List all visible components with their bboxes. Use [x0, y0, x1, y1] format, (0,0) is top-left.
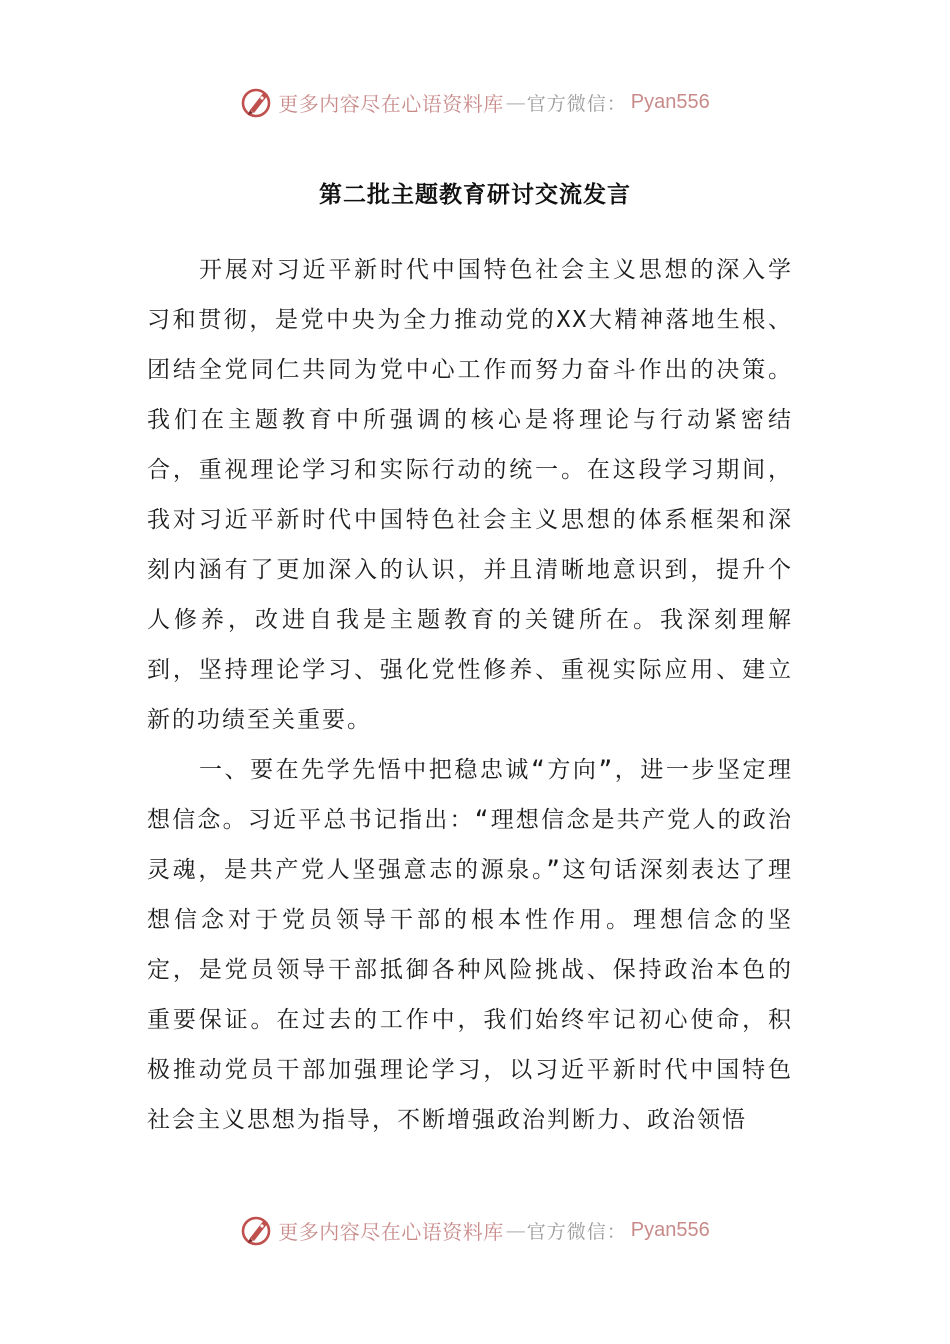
document-title: 第二批主题教育研讨交流发言 — [319, 182, 631, 208]
watermark-dash: — — [505, 90, 523, 114]
pen-nib-circle-icon — [240, 84, 276, 120]
paragraph-intro: 开展对习近平新时代中国特色社会主义思想的深入学习和贯彻，是党中央为全力推动党的XX大精神落地生根、团结全党同仁共同为党中心工作而努力奋斗作出的决策。我们在主题教育中所强调的核心是将理论与行动紧密结合，重视理论学习和实际行动的统一。在这段学习期间，我对习近平新时代中国特色社会主义思想的体系框架和深刻内涵有了更加深入的认识，并且清晰地意识到，提升个人修养，改进自我是主题教育的关键所在。我深刻理解到，坚持理论学习、强化党性修养、重视实际应用、建立新的功绩至关重要。 — [147, 257, 793, 733]
watermark-wechat-label: 官方微信： — [526, 1220, 627, 1243]
watermark-dash: — — [505, 1218, 523, 1242]
watermark-banner-bottom — [0, 1208, 950, 1252]
pen-nib-circle-icon — [240, 1212, 276, 1248]
watermark-wechat-id: Pyan556 — [630, 1218, 710, 1241]
watermark-banner-top — [0, 80, 950, 124]
paragraph-section-one: 一、要在先学先悟中把稳忠诚“方向”，进一步坚定理想信念。习近平总书记指出：“理想信念是共产党人的政治灵魂，是共产党人坚强意志的源泉。”这句话深刻表达了理想信念对于党员领导干部的根本性作用。理想信念的坚定，是党员领导干部抵御各种风险挑战、保持政治本色的重要保证。在过去的工作中，我们始终牢记初心使命，积极推动党员干部加强理论学习，以习近平新时代中国特色社会主义思想为指导，不断增强政治判断力、政治领悟 — [147, 757, 793, 1133]
document-body — [147, 245, 793, 1145]
watermark-wechat-id: Pyan556 — [630, 90, 710, 113]
watermark-site-text: 更多内容尽在心语资料库 — [278, 91, 504, 116]
watermark-wechat-label: 官方微信： — [526, 92, 627, 115]
watermark-site-text: 更多内容尽在心语资料库 — [278, 1219, 504, 1244]
